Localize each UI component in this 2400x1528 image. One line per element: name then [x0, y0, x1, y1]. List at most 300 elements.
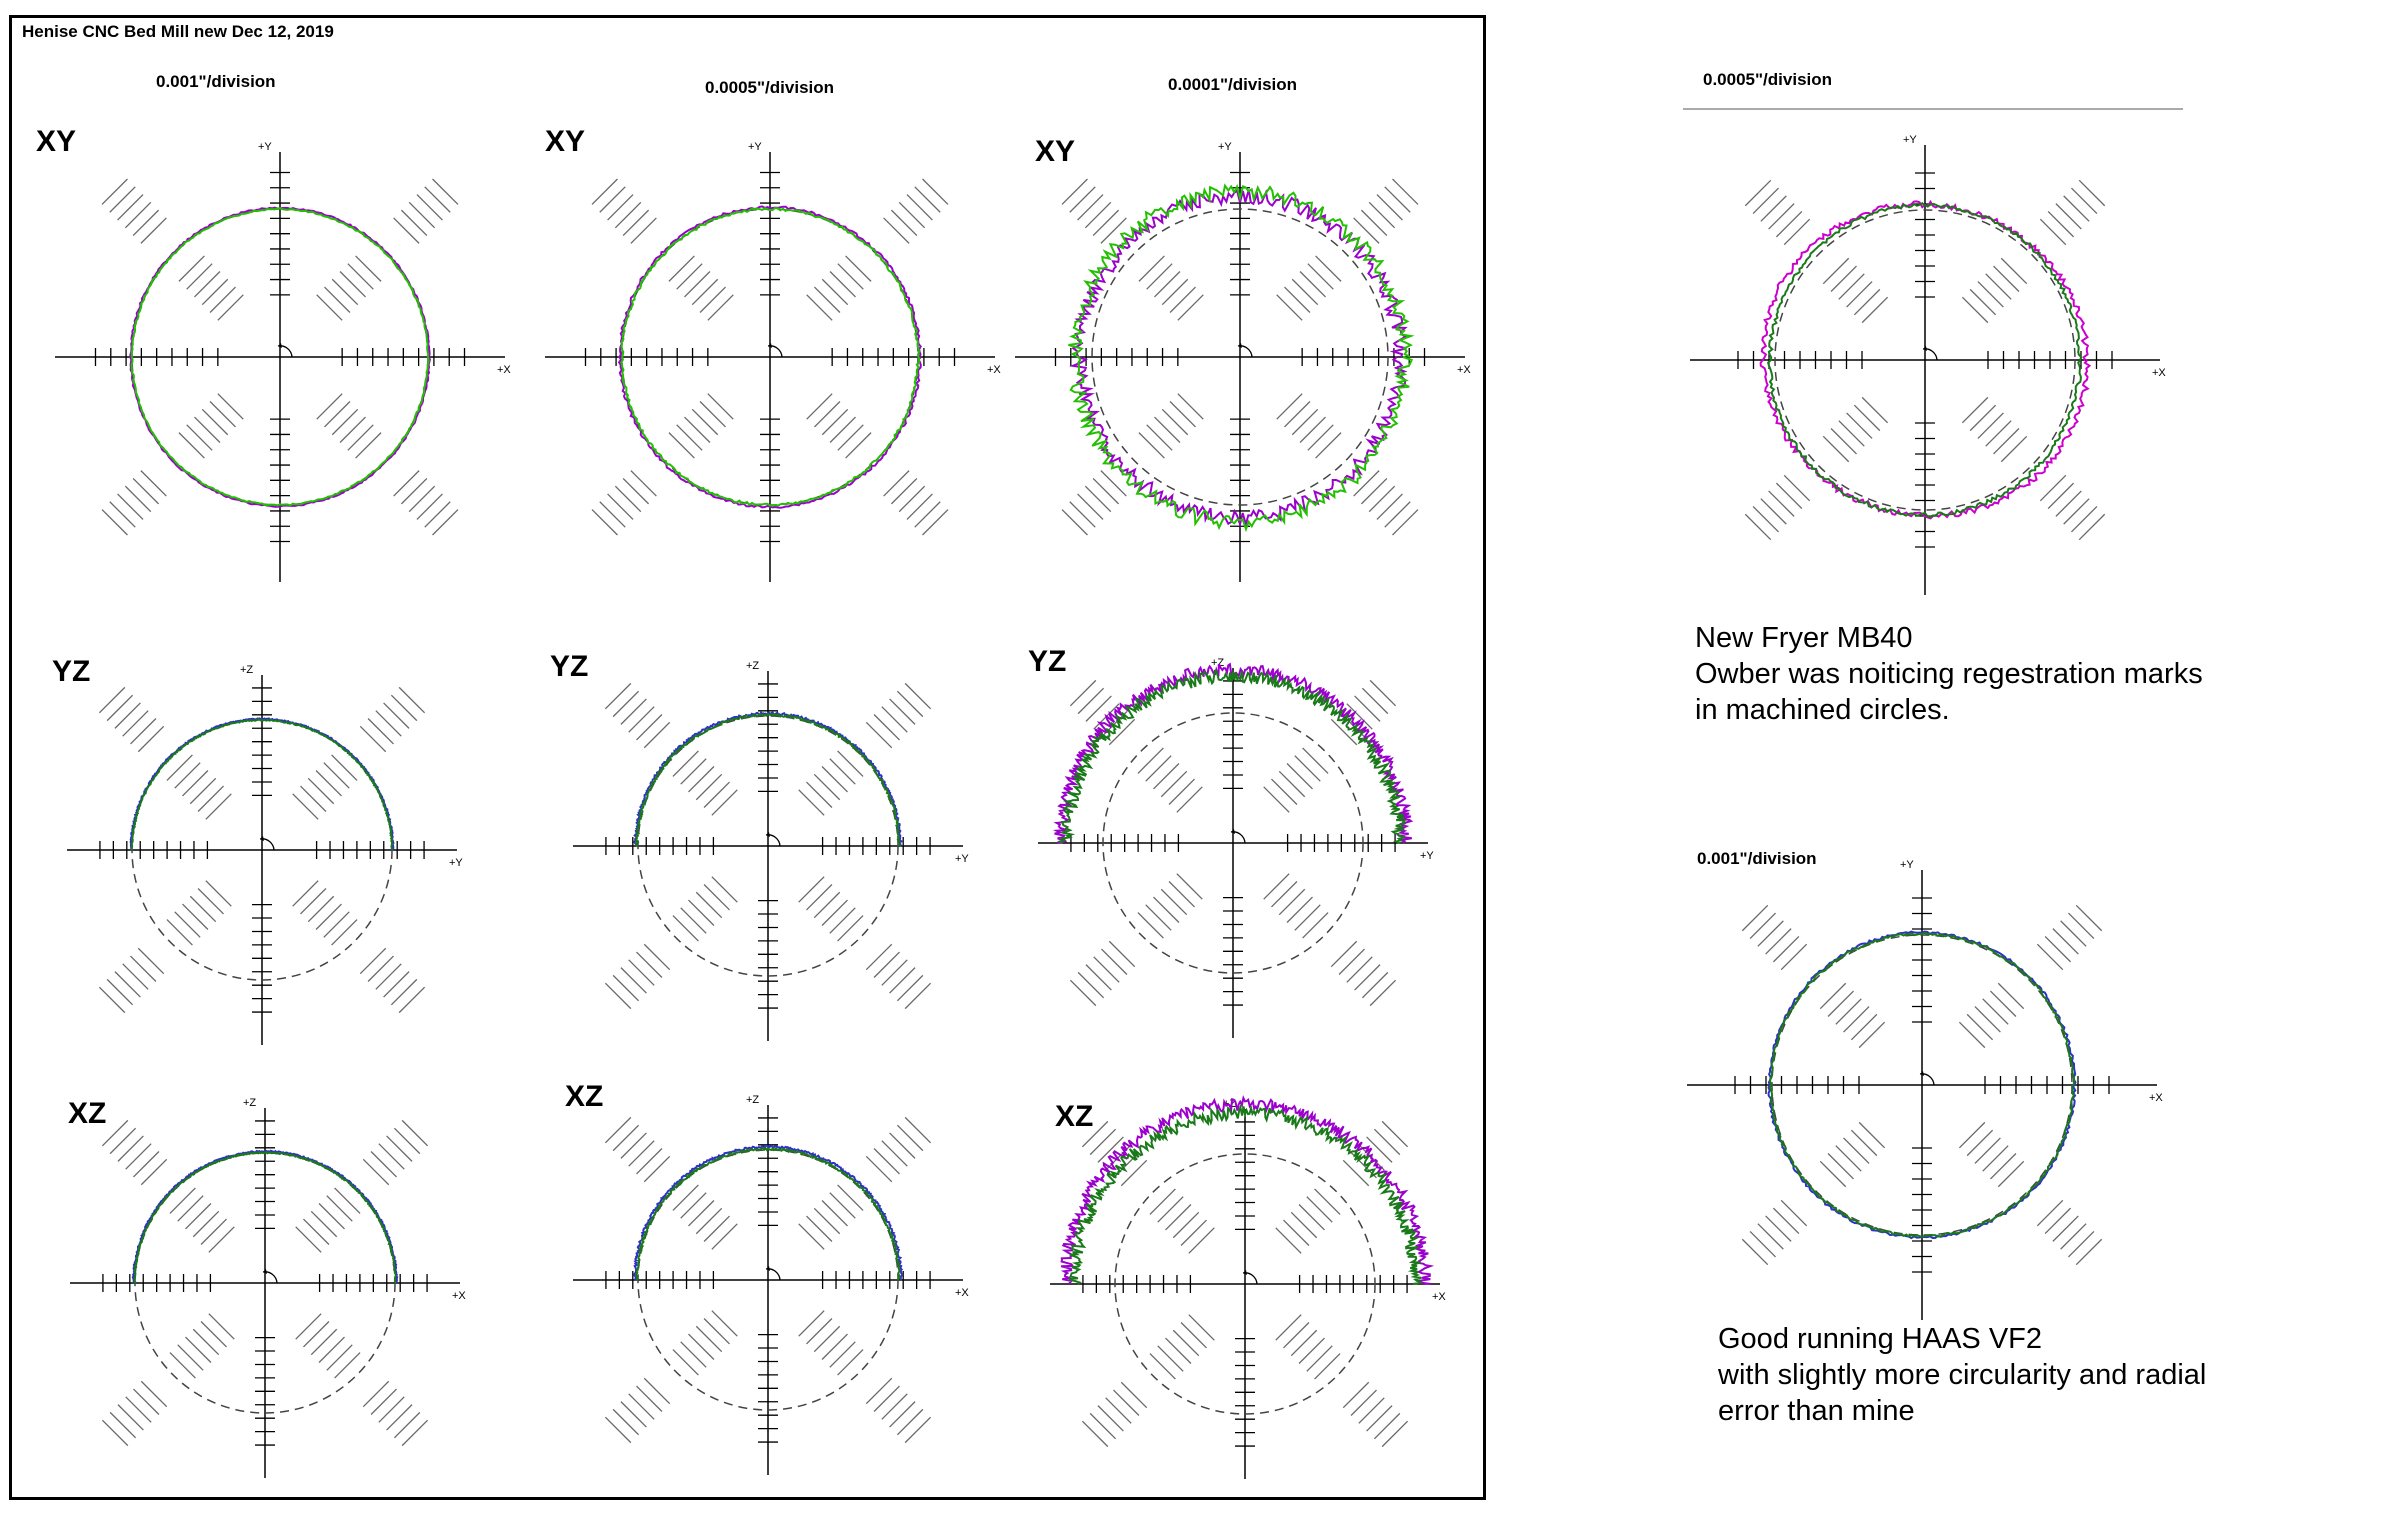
hatch-mark [866, 944, 891, 969]
hatch-mark [368, 718, 393, 743]
hatch-mark [814, 774, 839, 799]
hatch-mark [1113, 1390, 1138, 1415]
hatch-mark [1316, 256, 1341, 281]
circularity-plot-8 [543, 1055, 993, 1505]
hatch-mark [2056, 204, 2081, 229]
hatch-mark [629, 707, 654, 732]
hatch-mark [401, 478, 426, 503]
hatch-mark [615, 202, 640, 227]
hatch-mark [126, 1397, 151, 1422]
hatch-mark [1139, 256, 1164, 281]
hatch-mark [130, 718, 155, 743]
hatch-mark [1279, 771, 1304, 796]
circularity-plot-11 [1657, 820, 2187, 1350]
hatch-mark [308, 778, 333, 803]
hatch-mark [1284, 401, 1309, 426]
note-line: Good running HAAS VF2 [1718, 1323, 2043, 1355]
hatch-mark [1138, 748, 1163, 773]
hatch-mark [874, 1386, 899, 1411]
hatch-mark [1761, 499, 1786, 524]
hatch-mark [394, 471, 419, 496]
plane-label-yz-3: YZ [1028, 645, 1067, 678]
note-line: with slightly more circularity and radial [1718, 1359, 2207, 1391]
hatch-mark [1158, 1346, 1183, 1371]
plane-label-xy-2: XY [545, 125, 586, 158]
hatch-mark [1101, 949, 1126, 974]
hatch-mark [1295, 756, 1320, 781]
hatch-mark [1138, 913, 1163, 938]
hatch-mark [644, 1378, 669, 1403]
hatch-mark [179, 433, 204, 458]
hatch-mark [1836, 999, 1861, 1024]
hatch-mark [712, 1224, 737, 1249]
hatch-mark [874, 952, 899, 977]
hatch-mark [316, 771, 341, 796]
hatch-mark [1093, 478, 1118, 503]
hatch-mark [1839, 274, 1864, 299]
hatch-mark [1147, 264, 1172, 289]
hatch-mark [1962, 297, 1987, 322]
hatch-mark [814, 401, 839, 426]
hatch-mark [133, 210, 158, 235]
hatch-mark [1753, 188, 1778, 213]
hatch-mark [376, 711, 401, 736]
hatch-mark [890, 1402, 915, 1427]
x-axis-label: +X [1432, 1291, 1446, 1303]
hatch-mark [830, 1342, 855, 1367]
hatch-mark [1300, 271, 1325, 296]
column-header-1: 0.001"/division [156, 72, 276, 91]
hatch-mark [822, 767, 847, 792]
hatch-mark [636, 1386, 661, 1411]
hatch-mark [1106, 1398, 1131, 1423]
hatch-mark [118, 1405, 143, 1430]
hatch-mark [1093, 210, 1118, 235]
hatch-mark [890, 968, 915, 993]
hatch-mark [316, 904, 341, 929]
hatch-mark [1975, 1007, 2000, 1032]
hatch-mark [399, 687, 424, 712]
hatch-mark [319, 1204, 344, 1229]
hatch-mark [311, 1211, 336, 1236]
hatch-mark [1154, 764, 1179, 789]
hatch-mark [1959, 1122, 1984, 1147]
hatch-mark [874, 714, 899, 739]
hatch-mark [621, 699, 646, 724]
hatch-mark [1369, 486, 1394, 511]
hatch-mark [324, 401, 349, 426]
circularity-plot-1 [25, 102, 535, 612]
hatch-mark [99, 987, 124, 1012]
hatch-mark [712, 1311, 737, 1336]
hatch-mark [201, 1321, 226, 1346]
hatch-mark [1283, 1322, 1308, 1347]
hatch-mark [822, 1334, 847, 1359]
hatch-mark [891, 210, 916, 235]
hatch-mark [897, 975, 922, 1000]
hatch-mark [838, 264, 863, 289]
hatch-mark [923, 179, 948, 204]
hatch-mark [684, 417, 709, 442]
hatch-mark [327, 1345, 352, 1370]
hatch-mark [1154, 897, 1179, 922]
hatch-mark [2040, 475, 2065, 500]
hatch-mark [1316, 433, 1341, 458]
hatch-mark [1146, 756, 1171, 781]
hatch-mark [2064, 499, 2089, 524]
hatch-mark [1173, 1330, 1198, 1355]
hatch-mark [1836, 1146, 1861, 1171]
hatch-mark [1862, 297, 1887, 322]
hatch-mark [899, 486, 924, 511]
hatch-mark [110, 502, 135, 527]
hatch-mark [1370, 680, 1395, 705]
hatch-mark [356, 256, 381, 281]
hatch-mark [621, 1133, 646, 1158]
hatch-mark [1847, 413, 1872, 438]
hatch-mark [673, 1350, 698, 1375]
hatch-mark [1758, 1224, 1783, 1249]
hatch-mark [1264, 787, 1289, 812]
hatch-mark [317, 295, 342, 320]
hatch-mark [1085, 202, 1110, 227]
hatch-mark [202, 279, 227, 304]
hatch-mark [1962, 397, 1987, 422]
hatch-mark [317, 394, 342, 419]
hatch-mark [615, 486, 640, 511]
hatch-mark [897, 1125, 922, 1150]
hatch-mark [1959, 1022, 1984, 1047]
hatch-mark [2048, 483, 2073, 508]
hatch-mark [102, 179, 127, 204]
hatch-mark [394, 218, 419, 243]
hatch-mark [1062, 179, 1087, 204]
hatch-mark [830, 271, 855, 296]
hatch-mark [1978, 282, 2003, 307]
hatch-mark [1769, 491, 1794, 516]
hatch-mark [1279, 889, 1304, 914]
hatch-mark [187, 425, 212, 450]
hatch-mark [822, 900, 847, 925]
hatch-mark [1347, 957, 1372, 982]
hatch-mark [138, 948, 163, 973]
hatch-mark [340, 271, 365, 296]
hatch-mark [1385, 502, 1410, 527]
hatch-mark [1308, 425, 1333, 450]
hatch-mark [332, 279, 357, 304]
hatch-mark [206, 794, 231, 819]
hatch-mark [1758, 921, 1783, 946]
hatch-mark [1784, 475, 1809, 500]
hatch-mark [708, 295, 733, 320]
hatch-mark [689, 900, 714, 925]
hatch-mark [822, 1201, 847, 1226]
hatch-mark [183, 771, 208, 796]
hatch-mark [133, 478, 158, 503]
hatch-mark [2071, 506, 2096, 531]
hatch-mark [360, 726, 385, 751]
hatch-mark [1178, 394, 1203, 419]
hatch-mark [899, 202, 924, 227]
hatch-mark [123, 711, 148, 736]
hatch-mark [308, 896, 333, 921]
hatch-mark [1339, 949, 1364, 974]
hatch-mark [300, 888, 325, 913]
x-axis-label: +X [452, 1290, 466, 1302]
hatch-mark [874, 1148, 899, 1173]
hatch-mark [838, 425, 863, 450]
hatch-mark [141, 1381, 166, 1406]
hatch-mark [1090, 1129, 1115, 1154]
hatch-mark [905, 983, 930, 1008]
hatch-mark [102, 1120, 127, 1145]
hatch-mark [1283, 1220, 1308, 1245]
hatch-mark [218, 394, 243, 419]
hatch-mark [1970, 405, 1995, 430]
hatch-mark [2001, 436, 2026, 461]
hatch-mark [1170, 287, 1195, 312]
hatch-mark [1154, 417, 1179, 442]
right-panel-2-header: 0.001"/division [1697, 849, 1817, 868]
note-line: New Fryer MB40 [1695, 622, 1913, 654]
hatch-mark [110, 1412, 135, 1437]
hatch-mark [882, 1394, 907, 1419]
hatch-mark [669, 433, 694, 458]
hatch-mark [2068, 1231, 2093, 1256]
hatch-mark [1178, 295, 1203, 320]
hatch-mark [1820, 983, 1845, 1008]
hatch-mark [1162, 279, 1187, 304]
hatch-mark [1086, 965, 1111, 990]
hatch-mark [206, 881, 231, 906]
column-header-2: 0.0005"/division [705, 78, 835, 97]
hatch-mark [1292, 409, 1317, 434]
hatch-mark [1374, 1413, 1399, 1438]
hatch-mark [2068, 913, 2093, 938]
trace-series-1 [1061, 1098, 1431, 1284]
hatch-mark [1983, 999, 2008, 1024]
hatch-mark [118, 1136, 143, 1161]
hatch-mark [1082, 1121, 1107, 1146]
hatch-mark [1831, 266, 1856, 291]
hatch-mark [1361, 478, 1386, 503]
y-axis-label: +Y [258, 141, 272, 153]
hatch-mark [1978, 413, 2003, 438]
x-axis-label: +X [2152, 367, 2166, 379]
hatch-mark [1351, 1390, 1376, 1415]
hatch-mark [681, 908, 706, 933]
hatch-mark [814, 287, 839, 312]
hatch-mark [621, 968, 646, 993]
hatch-mark [636, 714, 661, 739]
hatch-mark [399, 987, 424, 1012]
hatch-mark [696, 1208, 721, 1233]
hatch-mark [1382, 1121, 1407, 1146]
hatch-mark [1070, 680, 1095, 705]
hatch-mark [689, 767, 714, 792]
hatch-mark [1991, 991, 2016, 1016]
hatch-mark [1181, 1322, 1206, 1347]
hatch-mark [2045, 936, 2070, 961]
hatch-mark [1970, 289, 1995, 314]
hatch-mark [636, 952, 661, 977]
y-axis-label: +Z [1223, 1098, 1237, 1110]
hatch-mark [684, 271, 709, 296]
hatch-mark [1284, 287, 1309, 312]
hatch-mark [799, 877, 824, 902]
hatch-mark [178, 1345, 203, 1370]
hatch-mark [2037, 944, 2062, 969]
hatch-mark [175, 763, 200, 788]
hatch-mark [1078, 972, 1103, 997]
hatch-mark [1828, 1154, 1853, 1179]
hatch-mark [327, 1196, 352, 1221]
hatch-mark [592, 179, 617, 204]
hatch-mark [1277, 295, 1302, 320]
hatch-mark [700, 401, 725, 426]
hatch-mark [629, 1394, 654, 1419]
hatch-mark [631, 218, 656, 243]
hatch-mark [300, 786, 325, 811]
hatch-mark [1745, 514, 1770, 539]
hatch-mark [335, 1353, 360, 1378]
hatch-mark [696, 892, 721, 917]
hatch-mark [107, 695, 132, 720]
hatch-mark [1070, 502, 1095, 527]
hatch-mark [1745, 180, 1770, 205]
hatch-mark [2064, 196, 2089, 221]
hatch-mark [1369, 202, 1394, 227]
hatch-mark [332, 920, 357, 945]
hatch-mark [689, 1201, 714, 1226]
x-axis-label: +X [1457, 364, 1471, 376]
hatch-mark [838, 916, 863, 941]
hatch-mark [433, 179, 458, 204]
y-axis-label: +Z [240, 664, 254, 676]
hatch-mark [133, 1389, 158, 1414]
hatch-mark [1150, 1189, 1175, 1214]
hatch-mark [1189, 1228, 1214, 1253]
hatch-mark [187, 264, 212, 289]
hatch-mark [1070, 980, 1095, 1005]
hatch-mark [1109, 941, 1134, 966]
hatch-mark [1784, 219, 1809, 244]
hatch-mark [846, 433, 871, 458]
hatch-mark [673, 916, 698, 941]
hatch-mark [1166, 1205, 1191, 1230]
hatch-mark [1303, 913, 1328, 938]
hatch-mark [202, 409, 227, 434]
hatch-mark [712, 790, 737, 815]
hatch-mark [2001, 258, 2026, 283]
hatch-mark [1287, 897, 1312, 922]
hatch-mark [2061, 1224, 2086, 1249]
hatch-mark [1975, 1138, 2000, 1163]
hatch-mark [179, 256, 204, 281]
hatch-mark [644, 944, 669, 969]
hatch-mark [1355, 696, 1380, 721]
hatch-mark [1146, 905, 1171, 930]
hatch-mark [613, 1125, 638, 1150]
hatch-mark [2076, 905, 2101, 930]
hatch-mark [673, 1185, 698, 1210]
hatch-mark [335, 1188, 360, 1213]
plane-label-xz-1: XZ [68, 1097, 107, 1130]
hatch-mark [799, 1311, 824, 1336]
hatch-mark [1374, 1129, 1399, 1154]
hatch-mark [799, 1224, 824, 1249]
hatch-mark [1173, 1212, 1198, 1237]
hatch-mark [99, 687, 124, 712]
hatch-mark [218, 295, 243, 320]
hatch-mark [1851, 1130, 1876, 1155]
hatch-mark [324, 763, 349, 788]
hatch-mark [394, 1128, 419, 1153]
hatch-mark [1776, 483, 1801, 508]
hatch-mark [1082, 1421, 1107, 1446]
hatch-mark [830, 1193, 855, 1218]
plane-label-yz-1: YZ [52, 655, 91, 688]
hatch-mark [2053, 1216, 2078, 1241]
plane-label-xz-2: XZ [565, 1080, 604, 1113]
hatch-mark [1169, 881, 1194, 906]
hatch-mark [296, 1314, 321, 1339]
hatch-mark [209, 1227, 234, 1252]
hatch-mark [1331, 941, 1356, 966]
hatch-mark [605, 1417, 630, 1442]
hatch-mark [2079, 180, 2104, 205]
hatch-mark [592, 510, 617, 535]
hatch-mark [915, 187, 940, 212]
x-axis-label: +X [955, 1287, 969, 1299]
hatch-mark [1998, 983, 2023, 1008]
hatch-mark [1854, 289, 1879, 314]
hatch-mark [806, 884, 831, 909]
hatch-mark [118, 494, 143, 519]
hatch-mark [890, 699, 915, 724]
x-axis-label: +Y [955, 853, 969, 865]
hatch-mark [677, 425, 702, 450]
hatch-mark [613, 691, 638, 716]
circularity-plot-10 [1660, 95, 2190, 625]
hatch-mark [1359, 1398, 1384, 1423]
x-axis-label: +X [497, 364, 511, 376]
hatch-mark [1098, 1406, 1123, 1431]
hatch-mark [125, 202, 150, 227]
hatch-mark [190, 778, 215, 803]
hatch-mark [696, 774, 721, 799]
plane-label-yz-2: YZ [550, 650, 589, 683]
hatch-mark [644, 722, 669, 747]
hatch-mark [704, 1318, 729, 1343]
hatch-mark [600, 502, 625, 527]
hatch-mark [183, 904, 208, 929]
hatch-mark [830, 417, 855, 442]
hatch-mark [1291, 1212, 1316, 1237]
hatch-mark [417, 494, 442, 519]
hatch-mark [201, 1219, 226, 1244]
hatch-mark [110, 1128, 135, 1153]
hatch-mark [1271, 881, 1296, 906]
hatch-mark [1090, 1413, 1115, 1438]
hatch-mark [1859, 1022, 1884, 1047]
hatch-mark [1385, 187, 1410, 212]
hatch-mark [1362, 688, 1387, 713]
hatch-mark [1308, 264, 1333, 289]
hatch-mark [806, 1318, 831, 1343]
hatch-mark [141, 1159, 166, 1184]
hatch-mark [600, 187, 625, 212]
